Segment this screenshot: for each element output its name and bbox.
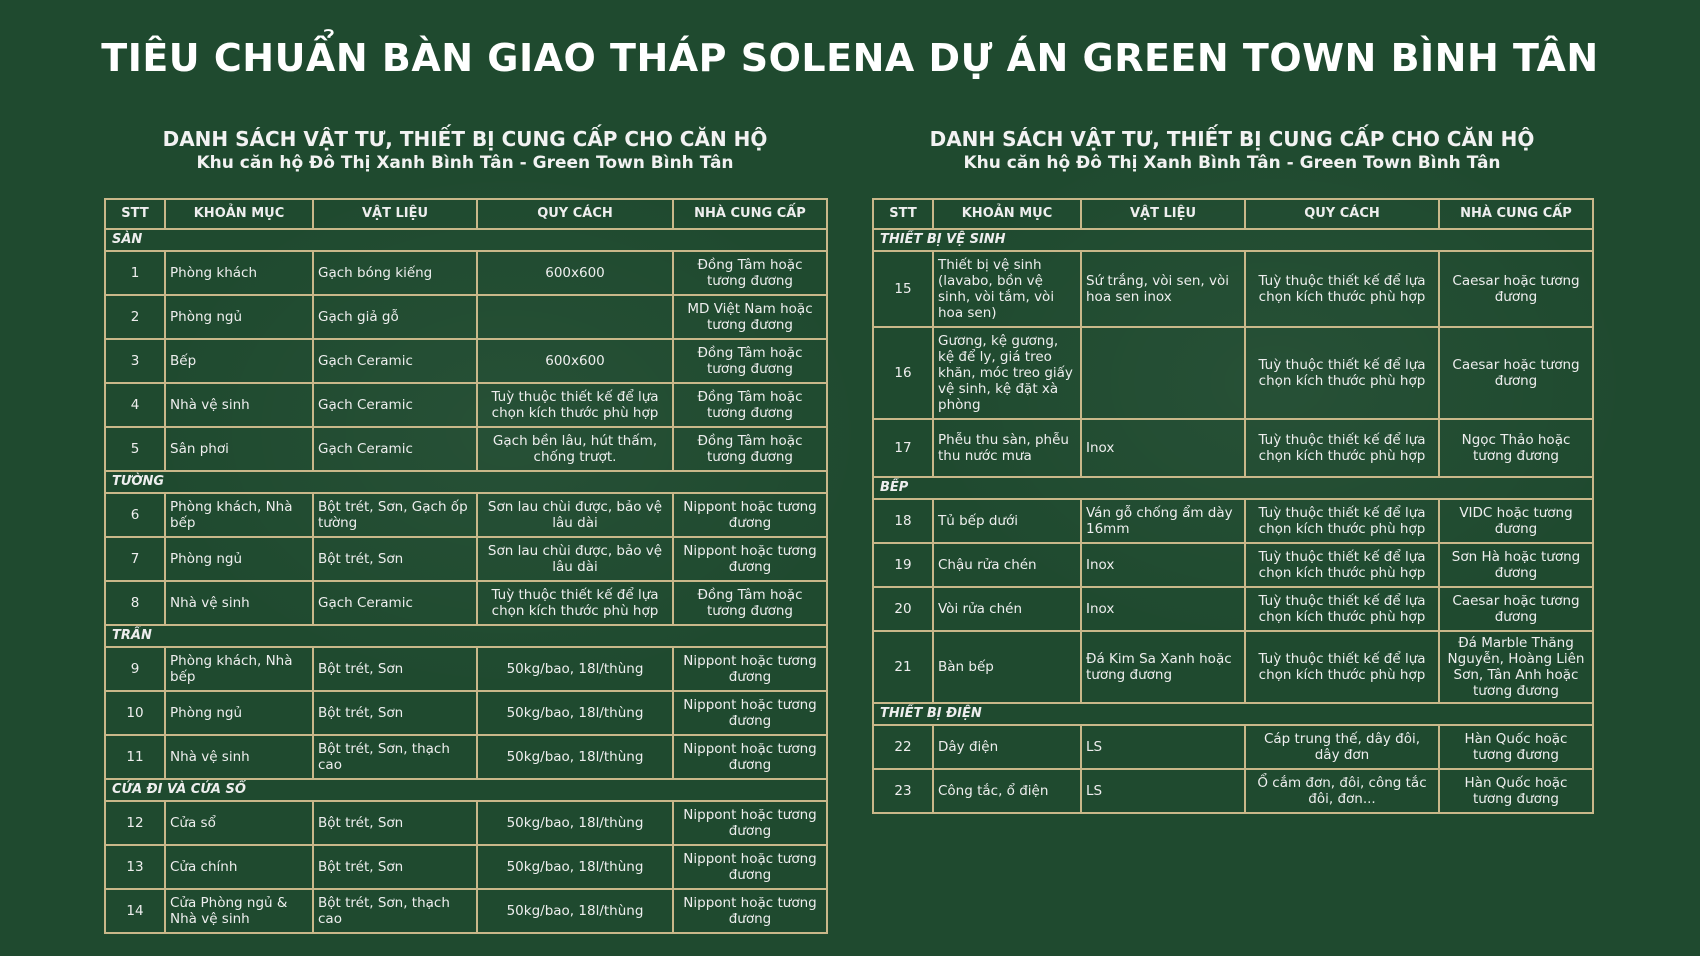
cell-spec: 50kg/bao, 18l/thùng <box>477 647 673 691</box>
cell-supplier: Nippont hoặc tương đương <box>673 845 827 889</box>
cell-stt: 7 <box>105 537 165 581</box>
section-label: CỬA ĐI VÀ CỬA SỔ <box>105 779 827 801</box>
section-row <box>105 625 827 647</box>
table-row <box>873 251 1593 327</box>
cell-supplier: Nippont hoặc tương đương <box>673 735 827 779</box>
cell-item: Cửa sổ <box>165 801 313 845</box>
cell-item: Phòng ngủ <box>165 295 313 339</box>
table-row <box>105 581 827 625</box>
cell-item: Phòng khách, Nhà bếp <box>165 647 313 691</box>
cell-material: Gạch Ceramic <box>313 427 477 471</box>
col-header-spec: QUY CÁCH <box>477 199 673 229</box>
cell-supplier: Đồng Tâm hoặc tương đương <box>673 251 827 295</box>
cell-supplier: Caesar hoặc tương đương <box>1439 327 1593 419</box>
cell-item: Phòng ngủ <box>165 691 313 735</box>
col-header-material: VẬT LIỆU <box>313 199 477 229</box>
cell-material: Bột trét, Sơn, Gạch ốp tường <box>313 493 477 537</box>
cell-stt: 4 <box>105 383 165 427</box>
cell-item: Chậu rửa chén <box>933 543 1081 587</box>
table-row <box>105 801 827 845</box>
table-row <box>873 631 1593 703</box>
cell-stt: 23 <box>873 769 933 813</box>
cell-item: Tủ bếp dưới <box>933 499 1081 543</box>
cell-supplier: Sơn Hà hoặc tương đương <box>1439 543 1593 587</box>
cell-spec: 600x600 <box>477 251 673 295</box>
panel-subheading: Khu căn hộ Đô Thị Xanh Bình Tân - Green Town Bình Tân <box>963 153 1501 173</box>
table-header-row <box>105 199 827 229</box>
cell-stt: 12 <box>105 801 165 845</box>
cell-item: Công tắc, ổ điện <box>933 769 1081 813</box>
cell-item: Phễu thu sàn, phễu thu nước mưa <box>933 419 1081 477</box>
cell-item: Nhà vệ sinh <box>165 383 313 427</box>
table-row <box>105 493 827 537</box>
cell-spec: 50kg/bao, 18l/thùng <box>477 735 673 779</box>
right-panel <box>872 126 1592 814</box>
table-row <box>105 691 827 735</box>
cell-supplier: Hàn Quốc hoặc tương đương <box>1439 769 1593 813</box>
cell-material: Gạch Ceramic <box>313 339 477 383</box>
cell-material: Gạch giả gỗ <box>313 295 477 339</box>
cell-stt: 17 <box>873 419 933 477</box>
cell-stt: 8 <box>105 581 165 625</box>
cell-material: Bột trét, Sơn <box>313 845 477 889</box>
cell-stt: 5 <box>105 427 165 471</box>
cell-item: Phòng ngủ <box>165 537 313 581</box>
cell-spec: Cáp trung thế, dây đôi, dây đơn <box>1245 725 1439 769</box>
cell-supplier: VIDC hoặc tương đương <box>1439 499 1593 543</box>
cell-stt: 1 <box>105 251 165 295</box>
cell-supplier: Đồng Tâm hoặc tương đương <box>673 581 827 625</box>
col-header-material: VẬT LIỆU <box>1081 199 1245 229</box>
panel-heading: DANH SÁCH VẬT TƯ, THIẾT BỊ CUNG CẤP CHO CĂN HỘ <box>929 127 1535 151</box>
cell-spec: Sơn lau chùi được, bảo vệ lâu dài <box>477 493 673 537</box>
cell-supplier: MD Việt Nam hoặc tương đương <box>673 295 827 339</box>
section-row <box>873 477 1593 499</box>
cell-stt: 15 <box>873 251 933 327</box>
section-row <box>105 779 827 801</box>
cell-item: Phòng khách <box>165 251 313 295</box>
cell-spec: 50kg/bao, 18l/thùng <box>477 801 673 845</box>
cell-stt: 2 <box>105 295 165 339</box>
cell-supplier: Nippont hoặc tương đương <box>673 889 827 933</box>
table-row <box>105 889 827 933</box>
cell-item: Bếp <box>165 339 313 383</box>
cell-material: Bột trét, Sơn <box>313 647 477 691</box>
panel-heading: DANH SÁCH VẬT TƯ, THIẾT BỊ CUNG CẤP CHO CĂN HỘ <box>162 127 768 151</box>
cell-material: Inox <box>1081 587 1245 631</box>
cell-material: Bột trét, Sơn <box>313 691 477 735</box>
cell-supplier: Hàn Quốc hoặc tương đương <box>1439 725 1593 769</box>
cell-material: Sứ trắng, vòi sen, vòi hoa sen inox <box>1081 251 1245 327</box>
cell-stt: 18 <box>873 499 933 543</box>
cell-material: Gạch Ceramic <box>313 383 477 427</box>
cell-material: Bột trét, Sơn <box>313 801 477 845</box>
cell-stt: 22 <box>873 725 933 769</box>
cell-spec: 600x600 <box>477 339 673 383</box>
cell-item: Bàn bếp <box>933 631 1081 703</box>
table-row <box>105 251 827 295</box>
table-row <box>873 587 1593 631</box>
cell-stt: 9 <box>105 647 165 691</box>
col-header-supplier: NHÀ CUNG CẤP <box>673 199 827 229</box>
cell-item: Gương, kệ gương, kệ để ly, giá treo khăn, móc treo giấy vệ sinh, kệ đặt xà phòng <box>933 327 1081 419</box>
cell-item: Dây điện <box>933 725 1081 769</box>
col-header-stt: STT <box>105 199 165 229</box>
cell-material: Bột trét, Sơn <box>313 537 477 581</box>
section-label: TRẦN <box>105 625 827 647</box>
cell-spec: Ổ cắm đơn, đôi, công tắc đôi, đơn... <box>1245 769 1439 813</box>
cell-supplier: Đồng Tâm hoặc tương đương <box>673 383 827 427</box>
cell-supplier: Đồng Tâm hoặc tương đương <box>673 427 827 471</box>
cell-item: Vòi rửa chén <box>933 587 1081 631</box>
cell-material: Gạch bóng kiếng <box>313 251 477 295</box>
cell-supplier: Đồng Tâm hoặc tương đương <box>673 339 827 383</box>
table-row <box>873 419 1593 477</box>
cell-spec: Tuỳ thuộc thiết kế để lựa chọn kích thước phù hợp <box>1245 419 1439 477</box>
materials-table-left <box>104 198 828 934</box>
col-header-stt: STT <box>873 199 933 229</box>
cell-spec: Tuỳ thuộc thiết kế để lựa chọn kích thước phù hợp <box>477 383 673 427</box>
panel-subheading: Khu căn hộ Đô Thị Xanh Bình Tân - Green Town Bình Tân <box>196 153 734 173</box>
cell-stt: 3 <box>105 339 165 383</box>
table-row <box>873 327 1593 419</box>
cell-material: LS <box>1081 725 1245 769</box>
col-header-spec: QUY CÁCH <box>1245 199 1439 229</box>
cell-spec: 50kg/bao, 18l/thùng <box>477 691 673 735</box>
table-header-row <box>873 199 1593 229</box>
cell-spec: Sơn lau chùi được, bảo vệ lâu dài <box>477 537 673 581</box>
section-row <box>105 471 827 493</box>
cell-spec: Gạch bền lâu, hút thấm, chống trượt. <box>477 427 673 471</box>
cell-material: Bột trét, Sơn, thạch cao <box>313 889 477 933</box>
cell-supplier: Nippont hoặc tương đương <box>673 647 827 691</box>
cell-stt: 19 <box>873 543 933 587</box>
cell-item: Nhà vệ sinh <box>165 735 313 779</box>
cell-material: Đá Kim Sa Xanh hoặc tương đương <box>1081 631 1245 703</box>
cell-material: Ván gỗ chống ẩm dày 16mm <box>1081 499 1245 543</box>
cell-supplier: Đá Marble Thăng Nguyễn, Hoàng Liên Sơn, Tân Anh hoặc tương đương <box>1439 631 1593 703</box>
section-row <box>873 229 1593 251</box>
left-panel <box>104 126 826 934</box>
cell-item: Cửa Phòng ngủ & Nhà vệ sinh <box>165 889 313 933</box>
cell-spec: Tuỳ thuộc thiết kế để lựa chọn kích thước phù hợp <box>1245 251 1439 327</box>
col-header-item: KHOẢN MỤC <box>165 199 313 229</box>
table-row <box>105 295 827 339</box>
section-label: SÀN <box>105 229 827 251</box>
cell-material: Inox <box>1081 543 1245 587</box>
cell-stt: 11 <box>105 735 165 779</box>
cell-stt: 21 <box>873 631 933 703</box>
cell-stt: 6 <box>105 493 165 537</box>
cell-stt: 20 <box>873 587 933 631</box>
cell-spec: Tuỳ thuộc thiết kế để lựa chọn kích thước phù hợp <box>477 581 673 625</box>
cell-supplier: Nippont hoặc tương đương <box>673 537 827 581</box>
table-row <box>105 735 827 779</box>
cell-spec: Tuỳ thuộc thiết kế để lựa chọn kích thước phù hợp <box>1245 543 1439 587</box>
cell-stt: 10 <box>105 691 165 735</box>
cell-item: Nhà vệ sinh <box>165 581 313 625</box>
cell-material: Bột trét, Sơn, thạch cao <box>313 735 477 779</box>
table-row <box>873 499 1593 543</box>
col-header-item: KHOẢN MỤC <box>933 199 1081 229</box>
cell-supplier: Caesar hoặc tương đương <box>1439 251 1593 327</box>
cell-spec: Tuỳ thuộc thiết kế để lựa chọn kích thước phù hợp <box>1245 327 1439 419</box>
cell-material: Gạch Ceramic <box>313 581 477 625</box>
section-label: TƯỜNG <box>105 471 827 493</box>
section-label: THIẾT BỊ ĐIỆN <box>873 703 1593 725</box>
table-row <box>105 427 827 471</box>
cell-item: Sân phơi <box>165 427 313 471</box>
table-row <box>105 383 827 427</box>
table-row <box>105 647 827 691</box>
cell-spec: 50kg/bao, 18l/thùng <box>477 845 673 889</box>
table-row <box>873 769 1593 813</box>
cell-supplier: Nippont hoặc tương đương <box>673 493 827 537</box>
section-label: THIẾT BỊ VỆ SINH <box>873 229 1593 251</box>
cell-material <box>1081 327 1245 419</box>
cell-spec: Tuỳ thuộc thiết kế để lựa chọn kích thước phù hợp <box>1245 499 1439 543</box>
page-title: TIÊU CHUẨN BÀN GIAO THÁP SOLENA DỰ ÁN GREEN TOWN BÌNH TÂN <box>101 36 1599 80</box>
cell-stt: 16 <box>873 327 933 419</box>
table-row <box>105 845 827 889</box>
cell-spec <box>477 295 673 339</box>
col-header-supplier: NHÀ CUNG CẤP <box>1439 199 1593 229</box>
cell-supplier: Caesar hoặc tương đương <box>1439 587 1593 631</box>
materials-table-right <box>872 198 1594 814</box>
cell-item: Cửa chính <box>165 845 313 889</box>
cell-spec: Tuỳ thuộc thiết kế để lựa chọn kích thước phù hợp <box>1245 587 1439 631</box>
table-row <box>873 543 1593 587</box>
section-label: BẾP <box>873 477 1593 499</box>
cell-material: Inox <box>1081 419 1245 477</box>
cell-stt: 13 <box>105 845 165 889</box>
cell-supplier: Nippont hoặc tương đương <box>673 691 827 735</box>
cell-spec: Tuỳ thuộc thiết kế để lựa chọn kích thước phù hợp <box>1245 631 1439 703</box>
cell-item: Thiết bị vệ sinh (lavabo, bồn vệ sinh, vòi tắm, vòi hoa sen) <box>933 251 1081 327</box>
section-row <box>873 703 1593 725</box>
cell-supplier: Nippont hoặc tương đương <box>673 801 827 845</box>
section-row <box>105 229 827 251</box>
cell-material: LS <box>1081 769 1245 813</box>
cell-stt: 14 <box>105 889 165 933</box>
table-row <box>105 339 827 383</box>
table-row <box>873 725 1593 769</box>
table-row <box>105 537 827 581</box>
cell-item: Phòng khách, Nhà bếp <box>165 493 313 537</box>
cell-supplier: Ngọc Thảo hoặc tương đương <box>1439 419 1593 477</box>
cell-spec: 50kg/bao, 18l/thùng <box>477 889 673 933</box>
